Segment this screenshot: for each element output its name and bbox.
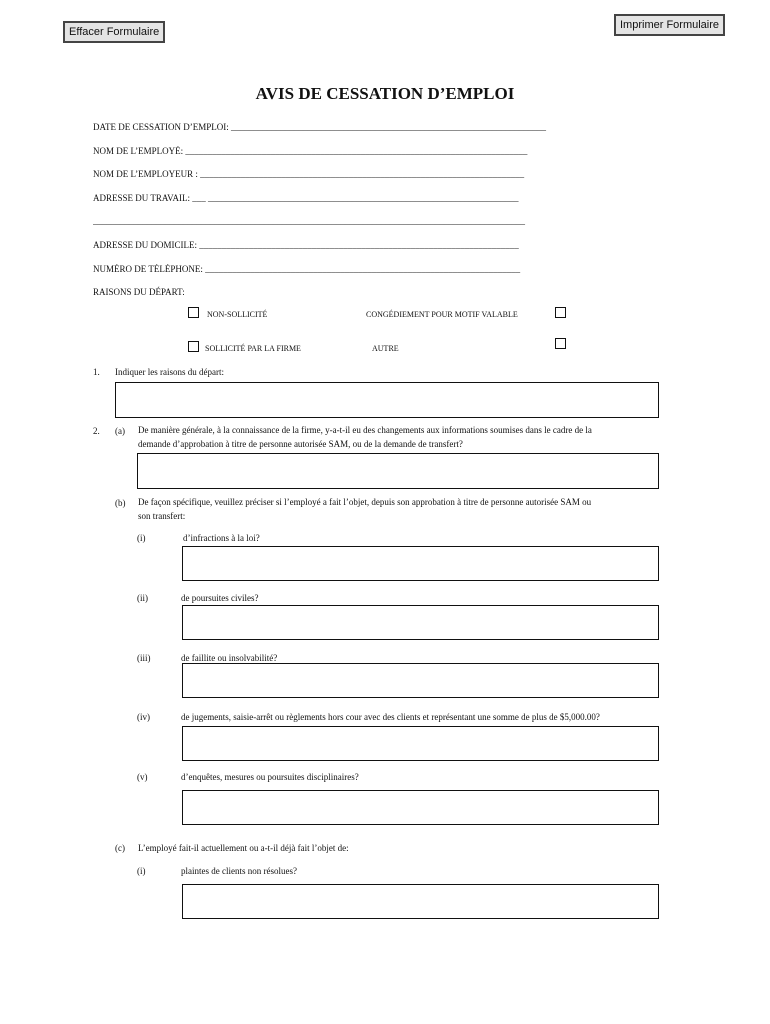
q2b-item-text: de poursuites civiles? [181, 593, 259, 603]
dismissal-checkbox[interactable] [555, 307, 566, 318]
q2b-label: (b) [115, 498, 126, 508]
q2a-text-line-2: demande d’approbation à titre de personne autorisée SAM, ou de la demande de transfert? [138, 439, 463, 449]
home-address-field[interactable]: ADRESSE DU DOMICILE: _______________________________________________________________________ [93, 240, 519, 250]
q2b-text-line-1: De façon spécifique, veuillez préciser si l’employé a fait l’objet, depuis son approbation à titre de personne autorisée SAM ou [138, 497, 592, 507]
dismissal-label: CONGÉDIEMENT POUR MOTIF VALABLE [366, 310, 518, 319]
q2a-label: (a) [115, 426, 125, 436]
q2b-item-text: d’infractions à la loi? [183, 533, 260, 543]
solicited-checkbox[interactable] [188, 341, 199, 352]
q2b-v-answer-box[interactable] [182, 790, 659, 825]
other-label: AUTRE [372, 344, 399, 353]
reasons-label: RAISONS DU DÉPART: [93, 287, 185, 297]
q1-text: Indiquer les raisons du départ: [115, 367, 224, 377]
other-checkbox[interactable] [555, 338, 566, 349]
q2b-iv-answer-box[interactable] [182, 726, 659, 761]
q2c-item-number: (i) [137, 866, 146, 876]
q1-answer-box[interactable] [115, 382, 659, 418]
q2c-i-answer-box[interactable] [182, 884, 659, 919]
q2c-text: L’employé fait-il actuellement ou a-t-il déjà fait l’objet de: [138, 843, 349, 853]
q2c-label: (c) [115, 843, 125, 853]
q2a-answer-box[interactable] [137, 453, 659, 489]
employer-name-field[interactable]: NOM DE L’EMPLOYEUR : ________________________________________________________________________ [93, 169, 525, 179]
q2b-item-number: (ii) [137, 593, 148, 603]
q2a-text-line-1: De manière générale, à la connaissance de la firme, y-a-t-il eu des changements aux informations soumises dans le cadre de la [138, 425, 592, 435]
work-address-continued-field[interactable]: ________________________________________________________________________________________________ [93, 216, 525, 226]
non-solicited-label: NON-SOLLICITÉ [207, 310, 268, 319]
q2b-item-number: (iv) [137, 712, 150, 722]
q2b-text [138, 495, 658, 523]
work-address-field[interactable]: ADRESSE DU TRAVAIL: ___ _____________________________________________________________________ [93, 193, 519, 203]
q2b-item-number: (iii) [137, 653, 151, 663]
q2a-text [138, 423, 658, 451]
q2b-item-number: (v) [137, 772, 148, 782]
q2b-i-answer-box[interactable] [182, 546, 659, 581]
q2b-ii-answer-box[interactable] [182, 605, 659, 640]
page-title: AVIS DE CESSATION D’EMPLOI [255, 84, 515, 103]
non-solicited-checkbox[interactable] [188, 307, 199, 318]
q2-number: 2. [93, 426, 100, 436]
q2b-item-text: de faillite ou insolvabilité? [181, 653, 278, 663]
phone-field[interactable]: NUMÉRO DE TÉLÉPHONE: ______________________________________________________________________ [93, 264, 521, 274]
q2b-item-text: de jugements, saisie-arrêt ou règlements hors cour avec des clients et représentant une somme de plus de $5,000.00? [181, 712, 600, 722]
solicited-label: SOLLICITÉ PAR LA FIRME [205, 344, 301, 353]
q2b-iii-answer-box[interactable] [182, 663, 659, 698]
employee-name-field[interactable]: NOM DE L’EMPLOYÉ: ____________________________________________________________________________ [93, 146, 528, 156]
print-form-button[interactable]: Imprimer Formulaire [614, 14, 725, 36]
q2b-text-line-2: son transfert: [138, 511, 186, 521]
q1-number: 1. [93, 367, 100, 377]
termination-date-field[interactable]: DATE DE CESSATION D’EMPLOI: ______________________________________________________________________ [93, 122, 546, 132]
q2b-item-number: (i) [137, 533, 146, 543]
clear-form-button[interactable]: Effacer Formulaire [63, 21, 165, 43]
q2b-item-text: d’enquêtes, mesures ou poursuites disciplinaires? [181, 772, 359, 782]
q2c-item-text: plaintes de clients non résolues? [181, 866, 297, 876]
